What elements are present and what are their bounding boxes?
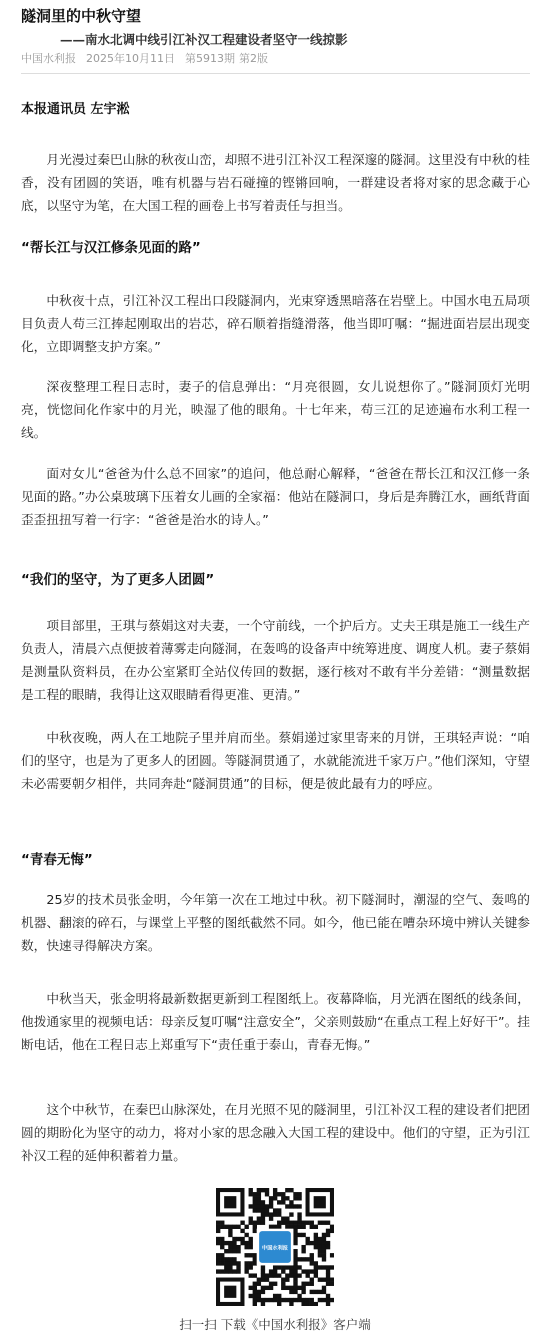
header-divider <box>21 73 530 74</box>
paragraph-section3-2: 中秋当天，张金明将最新数据更新到工程图纸上。夜幕降临，月光洒在图纸的线条间，他拨通家里的视频电话：母亲反复叮嘱“注意安全”，父亲则鼓励“在重点工程上好好干”。挂断电话，他在工程日志上郑重写下“责任重于泰山，青春无悔。” <box>21 991 530 1052</box>
article-title: 隧洞里的中秋守望 <box>21 7 142 25</box>
article-subtitle: ——南水北调中线引江补汉工程建设者坚守一线掠影 <box>60 32 348 47</box>
article-meta <box>21 52 278 66</box>
qr-caption: 扫一扫 下载《中国水利报》客户端 <box>179 1317 371 1332</box>
paragraph-section3-1: 25岁的技术员张金明，今年第一次在工地过中秋。初下隧洞时，潮湿的空气、轰鸣的机器、翻滚的碎石，与课堂上平整的图纸截然不同。如今，他已能在嘈杂环境中辨认关键参数，快速寻得解决方案。 <box>21 892 530 953</box>
paragraph-closing: 这个中秋节，在秦巴山脉深处，在月光照不见的隧洞里，引江补汉工程的建设者们把团圆的期盼化为坚守的动力，将对小家的思念融入大国工程的建设中。他们的守望，正为引江补汉工程的延伸积蓄着力量。 <box>21 1102 530 1163</box>
meta-issue: 第5913期 <box>185 52 235 65</box>
paragraph-section2-2: 中秋夜晚，两人在工地院子里并肩而坐。蔡娟递过家里寄来的月饼，王琪轻声说：“咱们的坚守，也是为了更多人的团圆。等隧洞贯通了，水就能流进千家万户。”他们深知，守望未必需要朝夕相伴，共同奔赴“隧洞贯通”的目标，便是彼此最有力的呼应。 <box>21 730 530 791</box>
paragraph-section1-2: 深夜整理工程日志时，妻子的信息弹出：“月亮很圆，女儿说想你了。”隧洞顶灯光明亮，恍惚间化作家中的月光，映湿了他的眼角。十七年来，苟三江的足迹遍布水利工程一线。 <box>21 379 530 440</box>
article-byline: 本报通讯员 左宇淞 <box>21 102 130 117</box>
section-heading-3: “青春无悔” <box>21 852 93 868</box>
paragraph-section2-1: 项目部里，王琪与蔡娟这对夫妻，一个守前线，一个护后方。丈夫王琪是施工一线生产负责人，清晨六点便披着薄雾走向隧洞，在轰鸣的设备声中统筹进度、调度人机。妻子蔡娟是测量队资料员，在办公室紧盯全站仪传回的数据，逐行核对不敢有半分差错：“测量数据是工程的眼睛，我得让这双眼睛看得更准、更清。” <box>21 618 530 702</box>
meta-date: 2025年10月11日 <box>86 52 175 65</box>
section-heading-1: “帮长江与汉江修条见面的路” <box>21 240 201 256</box>
paragraph-section1-1: 中秋夜十点，引江补汉工程出口段隧洞内，光束穿透黑暗落在岩壁上。中国水电五局项目负责人苟三江捧起刚取出的岩芯，碎石顺着指缝滑落，他当即叮嘱：“掘进面岩层出现变化，立即调整支护方案。” <box>21 293 530 354</box>
meta-page: 第2版 <box>239 52 268 65</box>
app-download-qr-code[interactable] <box>216 1188 334 1306</box>
paragraph-section1-3: 面对女儿“爸爸为什么总不回家”的追问，他总耐心解释，“爸爸在帮长江和汉江修一条见面的路。”办公桌玻璃下压着女儿画的全家福：他站在隧洞口，身后是奔腾江水，画纸背面歪歪扭扭写着一行字：“爸爸是治水的诗人。” <box>21 466 530 527</box>
qr-logo-label: 中国水利报 <box>262 1245 288 1252</box>
section-heading-2: “我们的坚守，为了更多人团圆” <box>21 572 215 588</box>
paragraph-intro: 月光漫过秦巴山脉的秋夜山峦，却照不进引江补汉工程深邃的隧洞。这里没有中秋的桂香，没有团圆的笑语，唯有机器与岩石碰撞的铿锵回响，一群建设者将对家的思念藏于心底，以坚守为笔，在大国工程的画卷上书写着责任与担当。 <box>21 152 530 213</box>
qr-code-graphic <box>216 1188 334 1306</box>
meta-source: 中国水利报 <box>21 52 76 65</box>
